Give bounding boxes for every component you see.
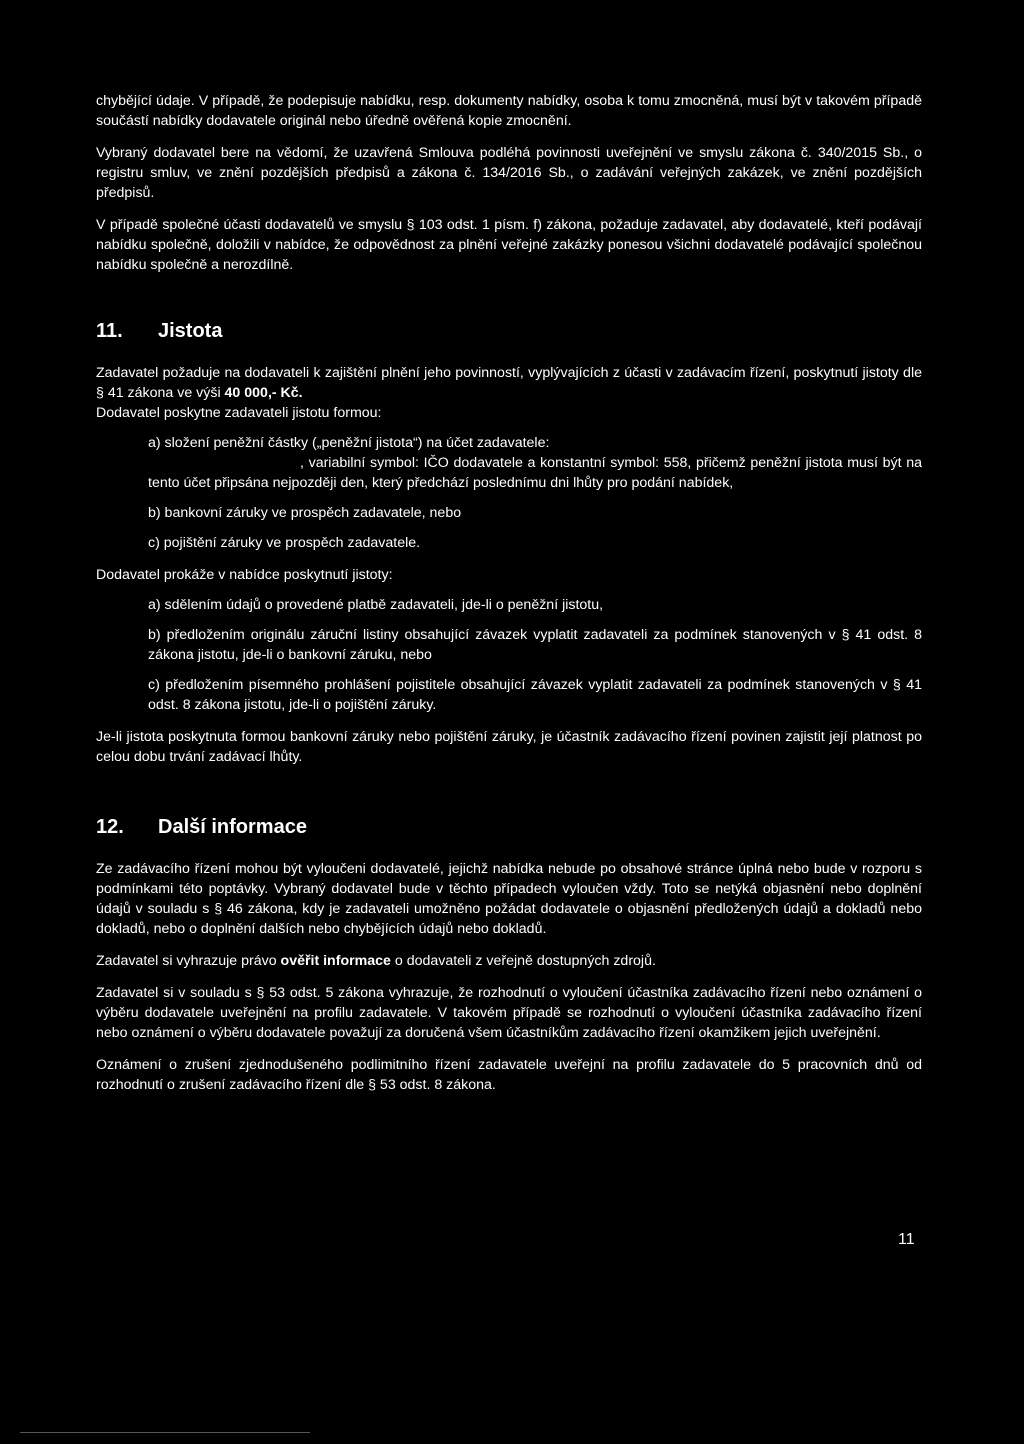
verification-text-end: o dodavateli z veřejně dostupných zdrojů. bbox=[390, 953, 656, 969]
security-requirement-paragraph bbox=[96, 363, 922, 403]
section-11-number: 11. bbox=[96, 320, 123, 342]
verification-emphasis: ověřit informace bbox=[280, 953, 391, 969]
security-proof-a: a) sdělením údajů o provedené platbě zadavateli, jde-li o peněžní jistotu, bbox=[148, 597, 604, 613]
section-12-heading bbox=[96, 815, 922, 839]
security-proof-b: b) předložením originálu záruční listiny obsahující závazek vyplatit zadavateli za podmínek stanovených v § 41 odst. 8 zákona jistotu, jde-li o bankovní záruku, nebo bbox=[148, 627, 922, 663]
publication-paragraph: Zadavatel si v souladu s § 53 odst. 5 zákona vyhrazuje, že rozhodnutí o vyloučení účastníka zadávacího řízení nebo oznámení o výběru dodavatele uveřejnění na profilu zadavatele. V takovém případě se rozhodnutí o vyloučení účastníka zadávacího řízení nebo oznámení o výběru dodavatele považují za doručená všem účastníkům zadávacího řízení okamžikem jejich uveřejnění. bbox=[96, 985, 922, 1041]
document-page bbox=[96, 91, 922, 1095]
section-12-number: 12. bbox=[96, 816, 124, 838]
page-number: 11 bbox=[898, 1231, 915, 1248]
exclusion-paragraph: Ze zadávacího řízení mohou být vyloučeni dodavatelé, jejichž nabídka nebude po obsahové stránce úplná nebo bude v rozporu s podmínkami této poptávky. Vybraný dodavatel bude v těchto případech vyloučen vždy. Toto se netýká objasnění nebo doplnění údajů v souladu s § 46 zákona, kdy je zadavateli umožněno požádat dodavatele o objasnění předložených údajů a dokladů nebo dokladů, nebo o doplnění dalších nebo chybějících údajů nebo dokladů. bbox=[96, 861, 922, 937]
security-proof-intro: Dodavatel prokáže v nabídce poskytnutí jistoty: bbox=[96, 567, 393, 583]
cancellation-paragraph: Oznámení o zrušení zjednodušeného podlimitního řízení zadavatele uveřejní na profilu zadavatele do 5 pracovních dnů od rozhodnutí o zrušení zadávacího řízení dle § 53 odst. 8 zákona. bbox=[96, 1057, 922, 1093]
verification-paragraph bbox=[96, 951, 922, 971]
intro-paragraph-1: chybějící údaje. V případě, že podepisuje nabídku, resp. dokumenty nabídky, osoba k tomu zmocněná, musí být v takovém případě součástí nabídky dodavatele originál nebo úředně ověřená kopie zmocnění. bbox=[96, 93, 922, 129]
section-11-heading bbox=[96, 319, 922, 343]
section-11-title: Jistota bbox=[158, 320, 223, 342]
section-12-title: Další informace bbox=[158, 816, 307, 838]
security-validity-paragraph: Je-li jistota poskytnuta formou bankovní záruky nebo pojištění záruky, je účastník zadávacího řízení povinen zajistit její platnost po celou dobu trvání zadávací lhůty. bbox=[96, 729, 922, 765]
intro-paragraph-2: Vybraný dodavatel bere na vědomí, že uzavřená Smlouva podléhá povinnosti uveřejnění ve smyslu zákona č. 340/2015 Sb., o registru smluv, ve znění pozdějších předpisů a zákona č. 134/2016 Sb., o zadávání veřejných zakázek, ve znění pozdějších předpisů. bbox=[96, 145, 922, 201]
security-amount: 40 000,- Kč. bbox=[224, 385, 303, 401]
security-form-intro: Dodavatel poskytne zadavateli jistotu formou: bbox=[96, 405, 382, 421]
security-proof-c: c) předložením písemného prohlášení pojistitele obsahující závazek vyplatit zadavateli za podmínek stanovených v § 41 odst. 8 zákona jistotu, jde-li o pojištění záruky. bbox=[148, 677, 922, 713]
security-requirement-text: Zadavatel požaduje na dodavateli k zajištění plnění jeho povinností, vyplývajících z účasti v zadávacím řízení, poskytnutí jistoty dle § 41 zákona ve výši bbox=[96, 365, 922, 401]
bottom-divider bbox=[20, 1432, 310, 1433]
intro-paragraph-3: V případě společné účasti dodavatelů ve smyslu § 103 odst. 1 písm. f) zákona, požaduje zadavatel, aby dodavatelé, kteří podávají nabídku společně, doložili v nabídce, že odpovědnost za plnění veřejné zakázky ponesou všichni dodavatelé podávající společnou nabídku společně a nerozdílně. bbox=[96, 217, 922, 273]
security-option-a-continued: , variabilní symbol: IČO dodavatele a konstantní symbol: 558, přičemž peněžní jistota musí být na tento účet připsána nejpozději den, který předchází poslednímu dni lhůty pro podání nabídek, bbox=[148, 455, 922, 491]
security-option-a: a) složení peněžní částky („peněžní jistota“) na účet zadavatele: bbox=[148, 435, 550, 451]
verification-text-start: Zadavatel si vyhrazuje právo bbox=[96, 953, 281, 969]
security-option-b: b) bankovní záruky ve prospěch zadavatele, nebo bbox=[148, 505, 462, 521]
security-option-c: c) pojištění záruky ve prospěch zadavatele. bbox=[148, 535, 421, 551]
